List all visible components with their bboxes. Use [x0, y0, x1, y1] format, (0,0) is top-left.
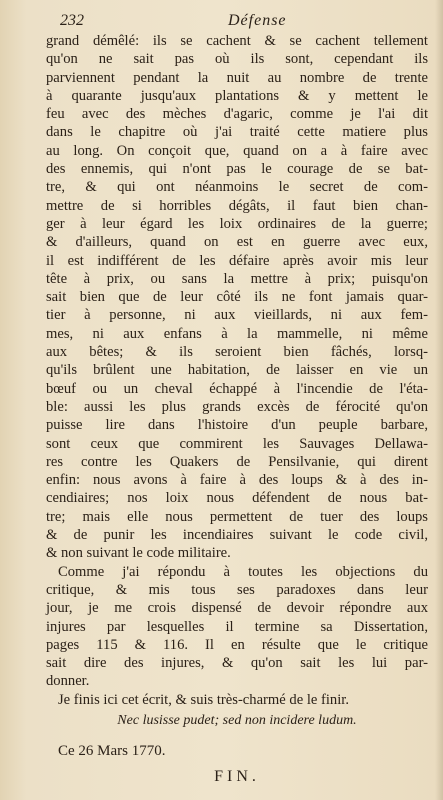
text-line: puisse lire dans l'histoire d'un peuple barbare, [46, 417, 428, 434]
page-edge-shadow [435, 0, 443, 800]
text-line: qu'ils brûlent une habitation, de laisser en vie un [46, 362, 428, 379]
latin-motto: Nec lusisse pudet; sed non incidere ludum. [117, 712, 357, 728]
text-line: jour, je me crois dispensé de devoir répondre aux [46, 600, 428, 617]
date-line: Ce 26 Mars 1770. [58, 742, 166, 759]
text-line: feu avec des mèches d'agaric, comme je l'ai dit [46, 106, 428, 123]
text-line: tier à personne, ni aux vieillards, ni aux fem- [46, 307, 428, 324]
text-line: res contre les Quakers de Pensilvanie, qui dirent [46, 453, 428, 470]
fin-mark: FIN. [214, 767, 260, 785]
text-line: sait dire des injures, & qu'on sait les lui par- [46, 655, 428, 672]
text-line: bœuf ou un cheval échappé à l'incendie de l'éta- [46, 380, 428, 397]
text-line: parviennent pendant la nuit au nombre de trente [46, 69, 428, 86]
text-line: grand démêlé: ils se cachent & se cachent tellement [46, 33, 428, 49]
text-line: & non suivant le code militaire. [46, 545, 231, 562]
text-line: ger à leur égard les loix ordinaires de la guerre; [46, 215, 428, 232]
paragraph-3 [46, 691, 428, 709]
paragraph-2 [46, 563, 428, 691]
text-line: sont ceux que commirent les Sauvages Dellawa- [46, 435, 428, 452]
text-line: tre, & qui ont néanmoins le secret de com- [46, 179, 428, 196]
text-line: il est indifférent de les défaire après avoir mis leur [46, 252, 428, 269]
text-line: ble: aussi les plus grands excès de férocité qu'on [46, 398, 428, 415]
text-line: des ennemis, qui n'ont pas le courage de se bat- [46, 161, 428, 178]
text-line: mes, ni aux enfans à la mammelle, ni même [46, 325, 428, 342]
paragraph-1 [46, 32, 428, 563]
text-line: au long. On conçoit que, quand on a à faire avec [46, 142, 428, 159]
text-line: & de punir les incendiaires suivant le code civil, [46, 527, 428, 544]
text-line: aux bêtes; & ils seroient bien fâchés, lorsq- [46, 344, 428, 361]
text-line: Comme j'ai répondu à toutes les objections du [58, 563, 428, 580]
text-line: & d'ailleurs, quand on est en guerre avec eux, [46, 234, 428, 251]
text-line: sait bien que de leur côté ils ne font jamais quar- [46, 289, 428, 306]
text-line: à quarante jusqu'aux plantations & y mettent le [46, 87, 428, 104]
running-head [46, 10, 429, 32]
page-number: 232 [60, 12, 84, 29]
text-line: donner. [46, 673, 90, 690]
text-line: enfin: nous avons à faire à des loups & à des in- [46, 472, 428, 489]
text-line: critique, & mis tous ses paradoxes dans leur [46, 581, 428, 598]
text-line: mettre de si horribles dégâts, il faut bien chan- [46, 197, 428, 214]
running-title: Défense [228, 12, 287, 29]
closing-line: Je finis ici cet écrit, & suis très-charmé de le finir. [58, 691, 349, 708]
text-line: tête à prix, ou sans la mettre à prix; puisqu'on [46, 270, 428, 287]
text-line: injures par lesquelles il termine sa Dissertation, [46, 618, 428, 635]
text-line: tre; mais elle nous permettent de tuer des loups [46, 508, 428, 525]
text-line: cendiaires; nos loix nous défendent de nous bat- [46, 490, 428, 507]
text-line: qu'on ne sait pas où ils sont, cependant ils [46, 51, 428, 68]
text-line: pages 115 & 116. Il en résulte que le critique [46, 636, 428, 653]
text-line: dans le chapitre où j'ai traité cette matiere plus [46, 124, 428, 141]
